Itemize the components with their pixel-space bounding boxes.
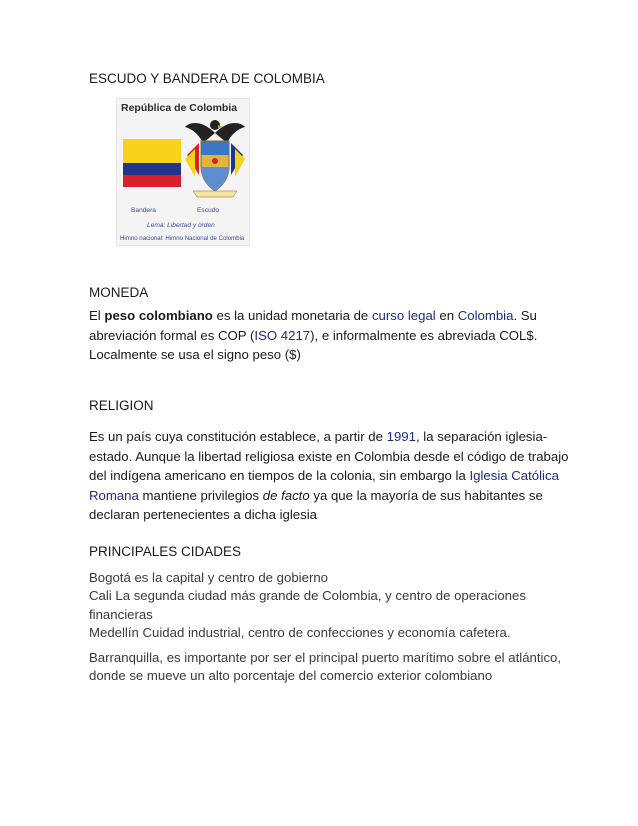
section-title-ciudades: PRINCIPALES CIDADES	[89, 544, 242, 559]
text-span: en	[435, 308, 458, 323]
text-span: . Su	[513, 308, 537, 323]
text-span: , la separación iglesia-	[415, 429, 548, 444]
text-span: del indígena americano en tiempos de la colonia, sin embargo la	[89, 468, 470, 484]
text-line: estado. Aunque la libertad religiosa existe en Colombia desde el código de trabajo	[89, 448, 569, 464]
city-line-barranquilla: Barranquilla, es importante por ser el principal puerto marítimo sobre el atlántico,	[89, 650, 562, 665]
caption-bandera: Bandera	[131, 207, 156, 214]
caption-himno: Himno nacional: Himno Nacional de Colombia	[120, 235, 245, 242]
city-line-medellin: Medellín Cuidad industrial, centro de confecciones y economía cafetera.	[89, 625, 511, 641]
italic-term: de facto	[262, 487, 310, 503]
city-line-cali: Cali La segunda ciudad más grande de Colombia, y centro de operaciones	[89, 588, 526, 604]
coat-of-arms-icon	[183, 115, 247, 199]
section-title-moneda: MONEDA	[89, 285, 149, 300]
link-iso-4217[interactable]: ISO 4217	[254, 327, 311, 343]
text-line: Localmente se usa el signo peso ($)	[89, 347, 301, 363]
text-span: ), e informalmente es abreviada COL$.	[310, 327, 538, 343]
bold-term: peso colombiano	[104, 308, 213, 323]
barranquilla-paragraph	[89, 649, 562, 686]
city-line-cali-cont: financieras	[89, 606, 153, 622]
link-colombia[interactable]: Colombia	[457, 308, 514, 323]
link-iglesia-catolica[interactable]: Iglesia Católica	[469, 468, 559, 484]
city-line-barranquilla-cont: donde se mueve un alto porcentaje del comercio exterior colombiano	[89, 668, 493, 684]
coat-of-arms-figure	[116, 98, 250, 246]
text-line: declaran pertenecientes a dicha iglesia	[89, 507, 317, 523]
link-romana[interactable]: Romana	[89, 487, 139, 503]
religion-paragraph	[89, 427, 569, 525]
caption-escudo: Escudo	[197, 207, 219, 214]
ciudades-list	[89, 569, 559, 643]
moneda-paragraph	[89, 306, 559, 365]
section-title-escudo: ESCUDO Y BANDERA DE COLOMBIA	[89, 71, 325, 86]
figure-title: República de Colombia	[121, 102, 238, 114]
text-span: abreviación formal es COP (	[89, 327, 255, 343]
link-1991[interactable]: 1991	[386, 429, 416, 444]
text-span: ya que la mayoría de sus habitantes se	[309, 487, 543, 503]
city-line-bogota: Bogotá es la capital y centro de gobierno	[89, 570, 328, 585]
section-title-religion: RELIGION	[89, 398, 154, 413]
text-span: El	[89, 308, 105, 323]
link-curso-legal[interactable]: curso legal	[371, 308, 436, 323]
flag-of-colombia	[123, 139, 181, 187]
caption-lema: Lema: Libertad y orden	[147, 222, 215, 229]
text-span: Es un país cuya constitución establece, a partir de	[89, 429, 387, 444]
text-span: mantiene privilegios	[138, 487, 263, 503]
text-span: es la unidad monetaria de	[212, 308, 372, 323]
